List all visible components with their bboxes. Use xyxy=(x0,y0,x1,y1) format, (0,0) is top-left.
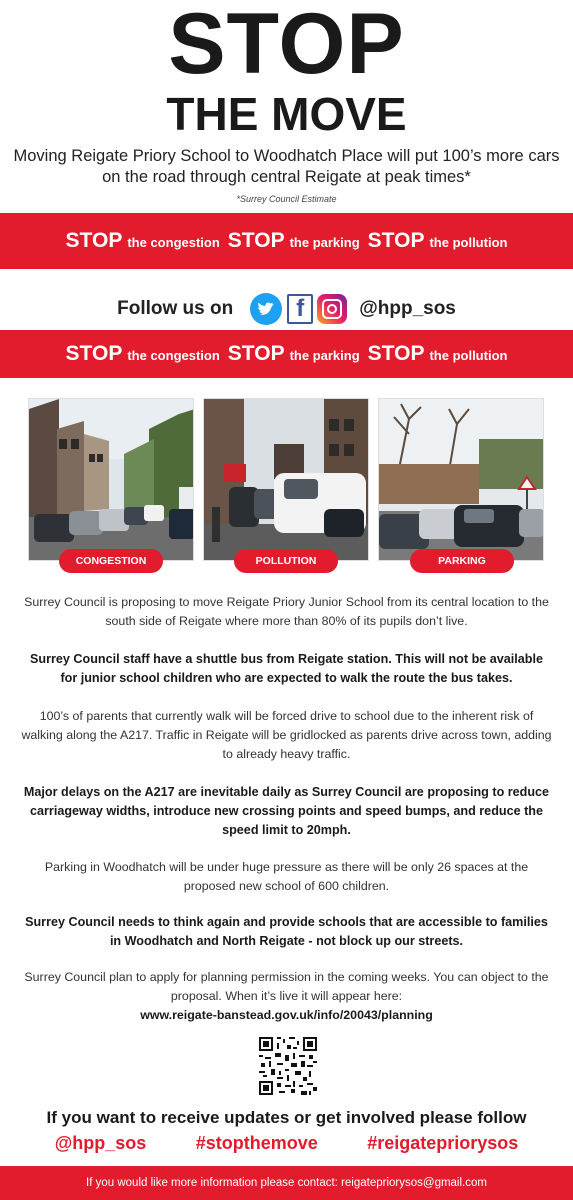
contact-footer xyxy=(0,1166,573,1200)
banner-item-pollution: STOP the pollution xyxy=(367,229,508,252)
instagram-icon[interactable] xyxy=(317,294,347,324)
contact-text[interactable]: If you would like more information please contact: reigatepriorysos@gmail.com xyxy=(86,1177,487,1189)
stop-banner-top xyxy=(0,213,573,269)
paragraph-shuttle-bus: Surrey Council staff have a shuttle bus from Reigate station. This will not be available for junior school children who are expected to walk the route the bus takes. xyxy=(30,652,543,685)
pollution-photo xyxy=(203,398,369,561)
banner-item-congestion: STOP the congestion xyxy=(65,342,220,365)
qr-code[interactable] xyxy=(259,1037,317,1095)
pollution-label: POLLUTION xyxy=(234,549,338,573)
parking-label: PARKING xyxy=(410,549,514,573)
paragraph-a217-delays: Major delays on the A217 are inevitable daily as Surrey Council are proposing to reduce carriageway widths, introduce new crossing points and speed bumps, and reduce the speed limit to 20mph. xyxy=(23,785,550,837)
page-title: STOP xyxy=(168,0,405,92)
stop-banner-second xyxy=(0,330,573,378)
paragraph-planning: Surrey Council plan to apply for planning permission in the coming weeks. You can object to the proposal. When it’s live it will appear here: xyxy=(24,970,549,1003)
paragraph-parking: Parking in Woodhatch will be under huge pressure as there will be only 26 spaces at the proposed new school of 600 children. xyxy=(44,860,529,893)
planning-link[interactable]: www.reigate-banstead.gov.uk/info/20043/planning xyxy=(140,1008,433,1022)
twitter-icon[interactable] xyxy=(249,292,283,326)
lead-footnote: *Surrey Council Estimate xyxy=(236,194,337,204)
banner-item-pollution: STOP the pollution xyxy=(367,342,508,365)
facebook-icon[interactable]: f xyxy=(287,294,313,324)
handle-hpp-sos[interactable]: @hpp_sos xyxy=(54,1133,147,1153)
paragraph-proposal: Surrey Council is proposing to move Reigate Priory Junior School from its central location to the south side of Reigate where more than 80% of its pupils don’t live. xyxy=(24,595,549,628)
congestion-photo xyxy=(28,398,194,561)
paragraph-think-again: Surrey Council needs to think again and provide schools that are accessible to families in Woodhatch and North Reigate - not block up our streets. xyxy=(25,915,548,948)
lead-statement: Moving Reigate Priory School to Woodhatch Place will put 100’s more cars on the road through central Reigate at peak times* xyxy=(13,147,560,186)
banner-item-parking: STOP the parking xyxy=(227,342,360,365)
parking-photo xyxy=(378,398,544,561)
paragraph-traffic: 100’s of parents that currently walk will be forced drive to school due to the inherent risk of walking along the A217. Traffic in Reigate will be gridlocked as parents drive across town, adding to already heavy traffic. xyxy=(21,709,552,761)
banner-item-parking: STOP the parking xyxy=(227,229,360,252)
follow-label: Follow us on xyxy=(117,298,234,319)
hashtag-stopthemove[interactable]: #stopthemove xyxy=(195,1133,318,1153)
congestion-label: CONGESTION xyxy=(59,549,163,573)
updates-call-to-action: If you want to receive updates or get involved please follow xyxy=(46,1108,527,1127)
hashtag-row xyxy=(0,1133,573,1154)
follow-handle[interactable]: @hpp_sos xyxy=(359,298,456,319)
page-subtitle: THE MOVE xyxy=(166,88,407,140)
hashtag-reigatepriorysos[interactable]: #reigatepriorysos xyxy=(367,1133,519,1153)
banner-item-congestion: STOP the congestion xyxy=(65,229,220,252)
follow-us-row xyxy=(0,288,573,330)
